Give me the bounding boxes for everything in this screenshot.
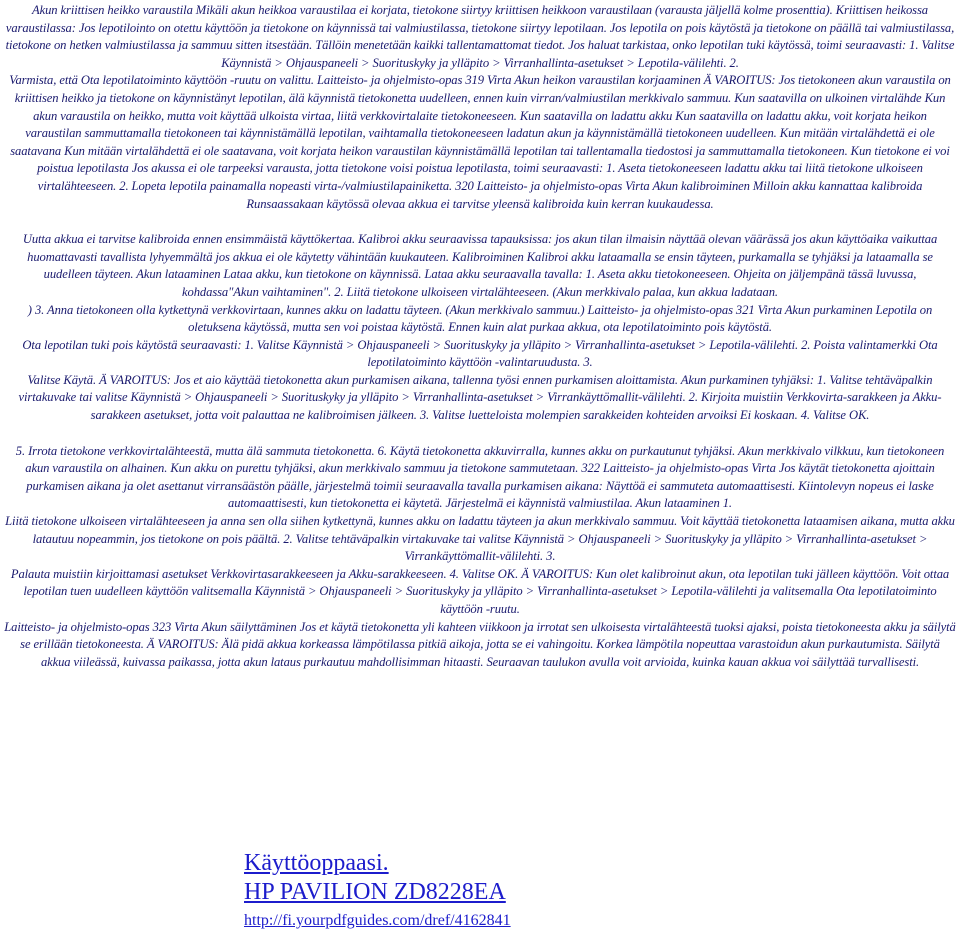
- product-model-link[interactable]: HP PAVILION ZD8228EA: [244, 879, 506, 905]
- document-body: [4, 2, 956, 671]
- paragraph-5: Ota lepotilan tuki pois käytöstä seuraavasti: 1. Valitse Käynnistä > Ohjauspaneeli > Suorituskyky ja ylläpito > Virranhallinta-asetukset > Lepotila-välilehti. 2. Poista valintamerkki Ota lepotilatoiminto käyttöön -valintaruudusta. 3.: [22, 337, 938, 370]
- paragraph-9: Palauta muistiin kirjoittamasi asetukset Verkkovirtasarakkeeseen ja Akku-sarakkeeseen. 4. Valitse OK. Ä VAROITUS: Kun olet kalibroinut akun, ota lepotilan tuki jälleen käyttöön. Voit ottaa lepotilan tuen uudelleen käyttöön valitsemalla Käynnistä > Ohjauspaneeli > Suorituskyky ja ylläpito > Virranhallinta-asetukset > Lepotila-välilehti ja valitsemalla Ota lepotilatoiminto käyttöön -ruutu.: [10, 566, 950, 616]
- guide-url-link[interactable]: http://fi.yourpdfguides.com/dref/4162841: [244, 912, 511, 929]
- user-guide-link[interactable]: Käyttöoppaasi.: [244, 850, 389, 876]
- paragraph-4: ) 3. Anna tietokoneen olla kytkettynä verkkovirtaan, kunnes akku on ladattu täyteen. (Akun merkkivalo sammuu.) Laitteisto- ja ohjelmisto-opas 321 Virta Akun purkaminen Lepotila on oletuksena käytössä, mutta sen voi poistaa käytöstä. Ennen kuin alat purkaa akkua, ota lepotilatoiminto pois käytöstä.: [27, 302, 933, 335]
- paragraph-3: Uutta akkua ei tarvitse kalibroida ennen ensimmäistä käyttökertaa. Kalibroi akku seuraavissa tapauksissa: jos akun tilan ilmaisin näyttää olevan väärässä jos akun käyttöaika vaikuttaa huomattavasti tavallista lyhyemmältä jos akkua ei ole käytetty vähintään kuukauteen. Kalibroiminen Kalibroi akku lataamalla se ensin täyteen, purkamalla se tyhjäksi ja lataamalla se uudelleen täyteen. Akun lataaminen Lataa akku, kun tietokone on käynnissä. Lataa akku seuraavalla tavalla: 1. Aseta akku tietokoneeseen. Ohjeita on jäljempänä tässä luvussa, kohdassa"Akun vaihtaminen". 2. Liitä tietokone ulkoiseen virtalähteeseen. (Akun merkkivalo palaa, kun akkua ladataan.: [22, 232, 938, 299]
- footer-links: [244, 849, 511, 932]
- paragraph-2: Varmista, että Ota lepotilatoiminto käyttöön -ruutu on valittu. Laitteisto- ja ohjelmisto-opas 319 Virta Akun heikon varaustilan korjaaminen Ä VAROITUS: Jos tietokoneen akun varaustila on kriittisen heikko ja tietokone on käynnistänyt lepotilan, älä käynnistä tietokonetta uudelleen, ennen kuin virran/valmiustilan merkkivalo sammuu. Kun saatavilla on ulkoinen virtalähde Kun akun varaustila on heikko, mutta voit käyttää ulkoista virtaa, liitä verkkovirtalaite tietokoneeseen. Kun saatavilla on ladattu akku Kun saatavilla on ladattu akku, voit korjata heikon varaustilan sammuttamalla tietokoneen tai käynnistämällä lepotilan, vaihtamalla tietokoneeseen ladatun akun ja käynnistämällä tietokoneen uudelleen. Kun mitään virtalähdettä ei ole saatavana Kun mitään virtalähdettä ei ole saatavana, voit korjata heikon varaustilan käynnistämällä lepotilan tai tallentamalla tiedostosi ja sammuttamalla tietokoneen. Kun tietokone ei voi poistua lepotilasta Jos akussa ei ole tarpeeksi varausta, jotta tietokone voisi poistua lepotilasta, toimi seuraavasti: 1. Aseta tietokoneeseen ladattu akku tai liitä tietokone ulkoiseen virtalähteeseen. 2. Lopeta lepotila painamalla nopeasti virta-/valmiustilapainiketta. 320 Laitteisto- ja ohjelmisto-opas Virta Akun kalibroiminen Milloin akku kannattaa kalibroida Runsaassakaan käytössä olevaa akkua ei tarvitse yleensä kalibroida kuin kerran kuukaudessa.: [9, 73, 951, 211]
- paragraph-6: Valitse Käytä. Ä VAROITUS: Jos et aio käyttää tietokonetta akun purkamisen aikana, tallenna työsi ennen purkamisen aloittamista. Akun purkaminen tyhjäksi: 1. Valitse tehtäväpalkin virtakuvake tai valitse Käynnistä > Ohjauspaneeli > Suorituskyky ja ylläpito > Virranhallinta-asetukset > Virrankäyttömallit-välilehti. 2. Kirjoita muistiin Verkkovirta-sarakkeen ja Akku-sarakkeen asetukset, jotta voit palauttaa ne kalibroimisen jälkeen. 3. Valitse luetteloista molempien sarakkeiden kohteiden arvoiksi Ei koskaan. 4. Valitse OK.: [18, 372, 942, 423]
- paragraph-10: Laitteisto- ja ohjelmisto-opas 323 Virta Akun säilyttäminen Jos et käytä tietokonetta yli kahteen viikkoon ja irrotat sen ulkoisesta virtalähteestä tuoksi ajaksi, poista tietokoneesta akku ja säilytä se erillään tietokoneesta. Ä VAROITUS: Älä pidä akkua korkeassa lämpötilassa pitkiä aikoja, jotta se ei vahingoitu. Korkea lämpötila nopeuttaa varastoidun akun purkautumista. Säilytä akkua viileässä, kuivassa paikassa, jotta akun lataus purkautuu mahdollisimman hitaasti. Seuraavan taulukon avulla voit arvioida, kuinka kauan akkua voi säilyttää turvallisesti.: [4, 619, 956, 669]
- paragraph-gap: [4, 213, 956, 231]
- paragraph-8: Liitä tietokone ulkoiseen virtalähteeseen ja anna sen olla siihen kytkettynä, kunnes akku on ladattu täyteen ja akun merkkivalo sammuu. Voit käyttää tietokonetta lataamisen aikana, mutta akku latautuu nopeammin, jos tietokone on pois päältä. 2. Valitse tehtäväpalkin virtakuvake tai valitse Käynnistä > Ohjauspaneeli > Suorituskyky ja ylläpito > Virranhallinta-asetukset > Virrankäyttömallit-välilehti. 3.: [5, 514, 955, 564]
- paragraph-1: Akun kriittisen heikko varaustila Mikäli akun heikkoa varaustilaa ei korjata, tietokone siirtyy kriittisen heikkoon varaustilaan (varausta jäljellä kolme prosenttia). Kriittisen heikossa varaustilassa: Jos lepotilointo on otettu käyttöön ja tietokone on käynnissä tai valmiustilassa, tietokone siirtyy lepotilaan. Jos lepotila on pois käytöstä ja tietokone on päällä tai valmiustilassa, tietokone on hetken valmiustilassa ja sammuu sitten itsestään. Tällöin menetetään kaikki tallentamattomat tiedot. Jos haluat tarkistaa, onko lepotilan tuki käytössä, toimi seuraavasti: 1. Valitse Käynnistä > Ohjauspaneeli > Suorituskyky ja ylläpito > Virranhallinta-asetukset > Lepotila-välilehti. 2.: [5, 3, 955, 70]
- paragraph-7: 5. Irrota tietokone verkkovirtalähteestä, mutta älä sammuta tietokonetta. 6. Käytä tietokonetta akkuvirralla, kunnes akku on purkautunut tyhjäksi. Akun merkkivalo vilkkuu, kun tietokoneen akun varaustila on alhainen. Kun akku on purettu tyhjäksi, akun merkkivalo sammuu ja tietokone sammutetaan. 322 Laitteisto- ja ohjelmisto-opas Virta Jos käytät tietokonetta ajoittain purkamisen aikana ja olet asettanut virransäästön päälle, järjestelmä toimii seuraavalla tavalla purkamisen aikana: Näyttöä ei sammuteta automaattisesti. Kiintolevyn nopeus ei laske automaattisesti, kun tietokonetta ei käytetä. Järjestelmä ei käynnistä valmiustilaa. Akun lataaminen 1.: [15, 443, 945, 511]
- paragraph-gap: [4, 425, 956, 443]
